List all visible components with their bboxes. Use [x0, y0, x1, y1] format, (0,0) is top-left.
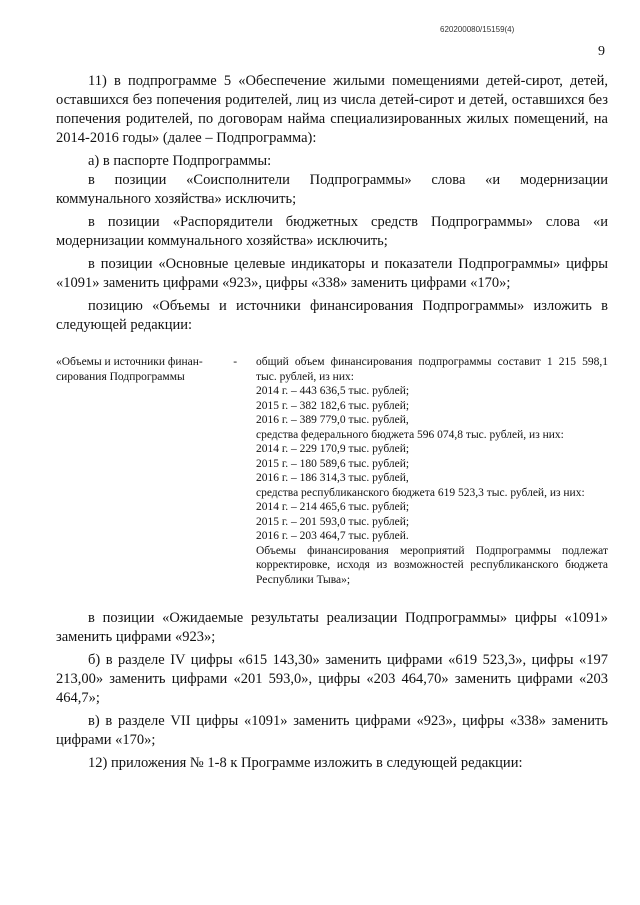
paragraph: 11) в подпрограмме 5 «Обеспечение жилыми помещениями детей-сирот, детей, оставшихся без попечения родителей, лиц из числа детей-сирот и детей, оставшихся без попечения родителей, по договорам найма специализированных жилых помещений, на 2014-2016 годы» (далее – Подпрограмма): [56, 73, 608, 146]
funding-line: 2015 г. – 201 593,0 тыс. рублей; [256, 515, 410, 528]
funding-line: 2014 г. – 443 636,5 тыс. рублей; [256, 385, 410, 397]
funding-line: общий объем финансирования подпрограммы составит 1 215 598,1 тыс. рублей, из них: [256, 356, 608, 383]
funding-line: Объемы финансирования мероприятий Подпрограммы подлежат корректировке, исходя из возможностей республиканского бюджета Республики Тыва»; [256, 544, 608, 586]
document-body [56, 72, 608, 777]
paragraph: позицию «Объемы и источники финансирования Подпрограммы» изложить в следующей редакции: [56, 298, 608, 333]
paragraph: в позиции «Ожидаемые результаты реализации Подпрограммы» цифры «1091» заменить цифрами «923»; [56, 610, 608, 645]
funding-line: 2014 г. – 214 465,6 тыс. рублей; [256, 501, 410, 513]
funding-line: 2016 г. – 389 779,0 тыс. рублей, [256, 414, 409, 426]
paragraph: в позиции «Соисполнители Подпрограммы» слова «и модернизации коммунального хозяйства» исключить; [56, 172, 608, 207]
funding-table [56, 355, 608, 587]
funding-table-values [242, 355, 608, 587]
paragraph: в) в разделе VII цифры «1091» заменить цифрами «923», цифры «338» заменить цифрами «170»; [56, 713, 608, 748]
funding-table-left [56, 355, 242, 587]
funding-line: 2016 г. – 203 464,7 тыс. рублей. [256, 530, 409, 542]
funding-line: средства республиканского бюджета 619 523,3 тыс. рублей, из них: [256, 486, 585, 499]
paragraph: в позиции «Распорядители бюджетных средств Подпрограммы» слова «и модернизации коммунального хозяйства» исключить; [56, 214, 608, 249]
paragraph: а) в паспорте Подпрограммы: [88, 153, 272, 169]
paragraph: 12) приложения № 1-8 к Программе изложить в следующей редакции: [88, 755, 523, 771]
funding-line: средства федерального бюджета 596 074,8 тыс. рублей, из них: [256, 428, 564, 441]
funding-table-dash: - [233, 356, 238, 368]
paragraph: в позиции «Основные целевые индикаторы и показатели Подпрограммы» цифры «1091» заменить цифрами «923», цифры «338» заменить цифрами «170»; [56, 256, 608, 291]
paragraph: б) в разделе IV цифры «615 143,30» заменить цифрами «619 523,3», цифры «197 213,00» заменить цифрами «201 593,0», цифры «203 464,70» заменить цифрами «203 464,7»; [56, 652, 608, 706]
funding-line: 2015 г. – 382 182,6 тыс. рублей; [256, 399, 410, 412]
document-number: 620200080/15159(4) [440, 25, 515, 34]
funding-line: 2014 г. – 229 170,9 тыс. рублей; [256, 443, 410, 455]
page-number: 9 [598, 44, 605, 59]
funding-line: 2015 г. – 180 589,6 тыс. рублей; [256, 457, 410, 470]
funding-line: 2016 г. – 186 314,3 тыс. рублей, [256, 472, 409, 484]
funding-table-label: «Объемы и источники финан-сирования Подпрограммы [56, 356, 203, 383]
